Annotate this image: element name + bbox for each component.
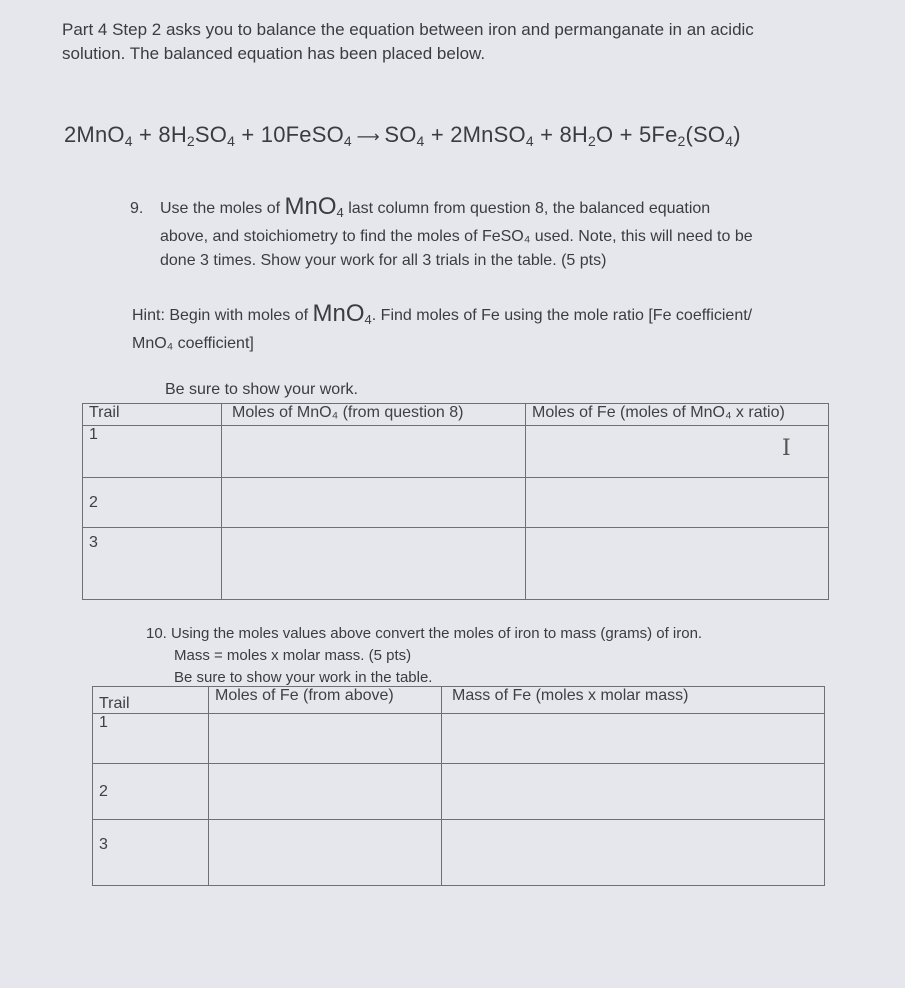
table-row bbox=[93, 714, 825, 764]
input-cell[interactable] bbox=[209, 764, 442, 820]
table-header-row bbox=[83, 404, 829, 426]
table-row bbox=[83, 478, 829, 528]
input-cell[interactable] bbox=[526, 528, 829, 600]
input-cell[interactable] bbox=[222, 528, 526, 600]
trial-label: 3 bbox=[93, 820, 209, 886]
question-10-line-3: Be sure to show your work in the table. bbox=[174, 669, 433, 686]
question-9-number: 9. bbox=[130, 200, 144, 217]
text-cursor-icon: I bbox=[782, 436, 791, 461]
intro-text bbox=[62, 18, 754, 66]
trial-label: 2 bbox=[93, 764, 209, 820]
trial-label: 2 bbox=[83, 478, 222, 528]
table-header-row bbox=[93, 687, 825, 714]
input-cell[interactable] bbox=[442, 820, 825, 886]
intro-line-1: Part 4 Step 2 asks you to balance the equation between iron and permanganate in an acidic bbox=[62, 20, 754, 39]
input-cell[interactable] bbox=[222, 478, 526, 528]
input-cell[interactable] bbox=[222, 426, 526, 478]
hint-text: Hint: Begin with moles of MnO$_4$. Find moles of Fe using the mole ratio [Fe coefficient/ MnO₄ coefficient] bbox=[132, 300, 753, 353]
question-10 bbox=[146, 623, 702, 689]
question-9: 9. Use the moles of MnO$_4$ last column from question 8, the balanced equation above, and stoichiometry to find the moles of FeSO₄ used. Note, this will need to be done 3 times. Show your work for all 3 trials in the table. (5 pts) bbox=[130, 193, 753, 270]
question-10-line-2: Mass = moles x molar mass. (5 pts) bbox=[174, 647, 412, 664]
table-row bbox=[93, 764, 825, 820]
input-cell[interactable] bbox=[442, 764, 825, 820]
input-cell[interactable] bbox=[209, 820, 442, 886]
input-cell[interactable] bbox=[442, 714, 825, 764]
table1-note: Be sure to show your work. bbox=[165, 381, 358, 398]
header-moles-fe: Moles of Fe (moles of MnO₄ x ratio) bbox=[526, 404, 829, 426]
header-moles-fe: Moles of Fe (from above) bbox=[209, 687, 442, 714]
moles-table bbox=[82, 403, 829, 600]
header-trail: Trail bbox=[83, 404, 222, 426]
mass-table bbox=[92, 686, 825, 886]
header-trail: Trail bbox=[93, 687, 209, 714]
trial-label: 3 bbox=[83, 528, 222, 600]
header-moles-mno4: Moles of MnO₄ (from question 8) bbox=[222, 404, 526, 426]
table-row bbox=[93, 820, 825, 886]
trial-label: 1 bbox=[93, 714, 209, 764]
intro-line-2: solution. The balanced equation has been placed below. bbox=[62, 44, 486, 63]
question-10-line-1: 10. Using the moles values above convert the moles of iron to mass (grams) of iron. bbox=[146, 625, 703, 642]
input-cell[interactable] bbox=[526, 478, 829, 528]
table-row bbox=[83, 426, 829, 478]
table-row bbox=[83, 528, 829, 600]
input-cell[interactable] bbox=[209, 714, 442, 764]
trial-label: 1 bbox=[83, 426, 222, 478]
balanced-equation: $2MnO_4 + 8H_2SO_4$ + 10FeSO$_4$ ⟶ $SO_4$ + 2MnSO$_4$ + $8H_2O + 5Fe_2(SO_4)$ bbox=[64, 122, 741, 149]
reaction-arrow: ⟶ bbox=[351, 129, 385, 146]
header-mass-fe: Mass of Fe (moles x molar mass) bbox=[442, 687, 825, 714]
